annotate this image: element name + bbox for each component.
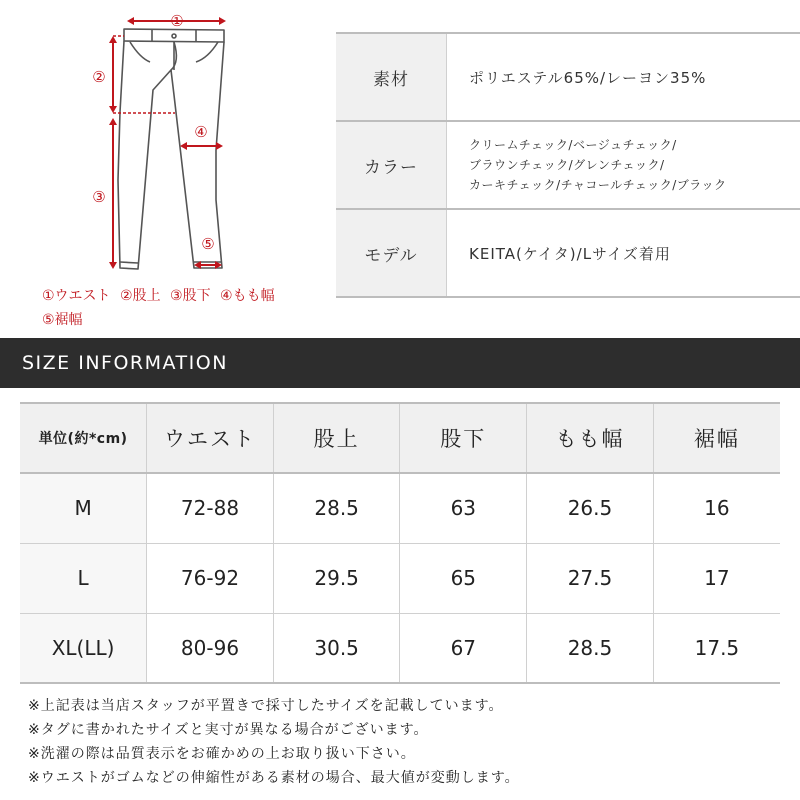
spec-value-color (446, 122, 800, 208)
table-cell: 17 (653, 543, 780, 613)
table-row (20, 613, 780, 683)
note-line: ※ウエストがゴムなどの伸縮性がある素材の場合、最大値が変動します。 (28, 770, 520, 786)
spec-value-material (446, 34, 800, 120)
header-hem: 裾幅 (653, 403, 780, 473)
size-table-header-row (20, 403, 780, 473)
size-info-banner (0, 338, 800, 388)
spec-material-line: ポリエステル65%/レーヨン35% (469, 68, 707, 87)
table-cell: 26.5 (527, 473, 654, 543)
legend-thigh: ④もも幅 (220, 288, 275, 304)
header-rise: 股上 (273, 403, 400, 473)
spec-color-line-2: ブラウンチェック/グレンチェック/ (469, 158, 665, 172)
header-thigh: もも幅 (527, 403, 654, 473)
marker-waist: ① (170, 12, 184, 30)
spec-color-line-3: カーキチェック/チャコールチェック/ブラック (469, 178, 727, 192)
table-cell: 29.5 (273, 543, 400, 613)
table-cell: 63 (400, 473, 527, 543)
table-cell: 28.5 (527, 613, 654, 683)
pants-illustration (0, 0, 330, 290)
size-label: XL(LL) (20, 613, 147, 683)
table-row (20, 543, 780, 613)
marker-thigh: ④ (194, 123, 208, 141)
legend-rise: ②股上 (120, 288, 161, 304)
legend-hem: ⑤裾幅 (42, 312, 83, 328)
marker-rise: ② (92, 68, 106, 86)
spec-label-material: 素材 (336, 34, 446, 120)
spec-label-color: カラー (336, 122, 446, 208)
marker-inseam: ③ (92, 188, 106, 206)
size-label: M (20, 473, 147, 543)
measurement-diagram (0, 0, 330, 340)
banner-title: SIZE INFORMATION (22, 352, 228, 374)
spec-row-color (336, 120, 800, 208)
measurement-legend (42, 284, 332, 332)
note-line: ※タグに書かれたサイズと実寸が異なる場合がございます。 (28, 722, 429, 738)
spec-row-material (336, 32, 800, 120)
header-unit: 単位(約*cm) (20, 403, 147, 473)
marker-hem: ⑤ (201, 235, 215, 253)
table-row (20, 473, 780, 543)
size-label: L (20, 543, 147, 613)
spec-label-model: モデル (336, 210, 446, 296)
header-inseam: 股下 (400, 403, 527, 473)
table-cell: 65 (400, 543, 527, 613)
note-line: ※洗濯の際は品質表示をお確かめの上お取り扱い下さい。 (28, 746, 416, 762)
table-cell: 28.5 (273, 473, 400, 543)
spec-value-model (446, 210, 800, 296)
table-cell: 67 (400, 613, 527, 683)
table-cell: 80-96 (147, 613, 274, 683)
product-spec-table (336, 32, 800, 298)
table-cell: 30.5 (273, 613, 400, 683)
note-line: ※上記表は当店スタッフが平置きで採寸したサイズを記載しています。 (28, 698, 504, 714)
table-cell: 27.5 (527, 543, 654, 613)
spec-model-line: KEITA(ケイタ)/Lサイズ着用 (469, 244, 671, 263)
header-waist: ウエスト (147, 403, 274, 473)
size-table (20, 402, 780, 684)
size-notes (28, 694, 788, 790)
spec-color-line-1: クリームチェック/ベージュチェック/ (469, 138, 677, 152)
spec-row-model (336, 208, 800, 298)
legend-waist: ①ウエスト (42, 288, 111, 304)
table-cell: 76-92 (147, 543, 274, 613)
legend-inseam: ③股下 (170, 288, 211, 304)
table-cell: 16 (653, 473, 780, 543)
table-cell: 17.5 (653, 613, 780, 683)
table-cell: 72-88 (147, 473, 274, 543)
